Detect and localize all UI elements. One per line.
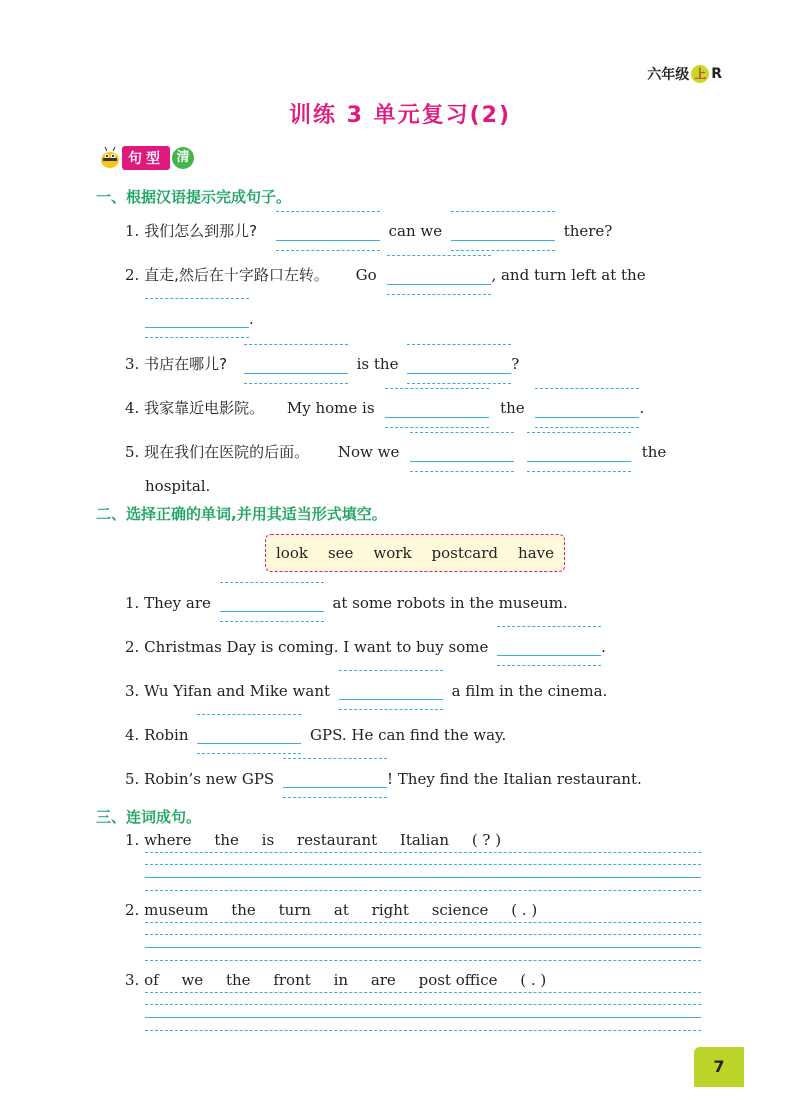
scrambled-word: science [431, 901, 489, 919]
answer-blank[interactable] [451, 223, 555, 241]
item-number: 3. [125, 971, 140, 989]
item-en: Go [355, 266, 377, 284]
answer-blank[interactable] [145, 310, 249, 328]
writing-line[interactable] [145, 852, 701, 892]
answer-blank[interactable] [197, 726, 301, 744]
answer-blank[interactable] [220, 594, 324, 612]
item-en: ? [511, 355, 520, 373]
writing-line[interactable] [145, 922, 701, 962]
scrambled-word: we [181, 971, 204, 989]
scrambled-word: ( . ) [511, 901, 538, 919]
bee-icon [98, 146, 122, 170]
badge-label: 句型 [122, 146, 170, 170]
grade-text: 六年级 [647, 67, 690, 83]
item-number: 3. [125, 682, 140, 700]
item-text: Wu Yifan and Mike want [144, 682, 331, 700]
item-text: Robin [144, 726, 189, 744]
s3-item-1 [125, 831, 501, 849]
item-cn: 现在我们在医院的后面。 [144, 443, 310, 461]
item-en: My home is [286, 399, 375, 417]
answer-blank[interactable] [527, 444, 631, 462]
item-number: 1. [125, 222, 140, 240]
s3-item-2 [125, 901, 537, 919]
s3-item-3 [125, 971, 546, 989]
s1-item-1 [125, 220, 612, 241]
s1-item-3 [125, 353, 519, 374]
scrambled-word: the [231, 901, 256, 919]
word-bank [265, 534, 565, 572]
item-number: 1. [125, 594, 140, 612]
item-text: a film in the cinema. [451, 682, 608, 700]
grade-badge: 上 [691, 65, 709, 83]
item-text: Christmas Day is coming. I want to buy some [144, 638, 489, 656]
answer-blank[interactable] [407, 356, 511, 374]
item-number: 5. [125, 443, 140, 461]
word-bank-item: postcard [431, 544, 499, 562]
section-badge [98, 146, 194, 170]
item-en: , and turn left at the [491, 266, 646, 284]
word-bank-item: have [518, 544, 554, 562]
item-en: . [249, 310, 254, 328]
scrambled-word: is [261, 831, 275, 849]
item-cn: 我家靠近电影院。 [144, 399, 265, 417]
answer-blank[interactable] [385, 400, 489, 418]
answer-blank[interactable] [387, 267, 491, 285]
item-number: 3. [125, 355, 140, 373]
answer-blank[interactable] [497, 638, 601, 656]
scrambled-word: the [214, 831, 239, 849]
scrambled-word: ( . ) [520, 971, 547, 989]
scrambled-word: of [144, 971, 159, 989]
item-text: at some robots in the museum. [332, 594, 568, 612]
item-number: 4. [125, 726, 140, 744]
section1-heading: 一、根据汉语提示完成句子。 [96, 188, 292, 206]
item-cn: 我们怎么到那儿? [144, 222, 258, 240]
item-text: . [601, 638, 606, 656]
scrambled-word: Italian [399, 831, 450, 849]
item-cn: 书店在哪儿? [144, 355, 228, 373]
section3-heading: 三、连词成句。 [96, 808, 202, 826]
scrambled-word: turn [278, 901, 312, 919]
s2-item-4 [125, 726, 506, 744]
scrambled-word: post office [418, 971, 498, 989]
item-en: there? [563, 222, 613, 240]
item-number: 2. [125, 901, 140, 919]
word-bank-item: work [373, 544, 412, 562]
section2-heading: 二、选择正确的单词,并用其适当形式填空。 [96, 505, 387, 523]
answer-blank[interactable] [535, 400, 639, 418]
item-number: 4. [125, 399, 140, 417]
item-number: 2. [125, 638, 140, 656]
word-bank-item: see [327, 544, 354, 562]
scrambled-word: in [333, 971, 349, 989]
s1-item-5-cont: hospital. [145, 477, 211, 495]
s2-item-2 [125, 638, 606, 656]
scrambled-word: museum [144, 901, 209, 919]
writing-line[interactable] [145, 992, 701, 1032]
item-text: Robin’s new GPS [144, 770, 275, 788]
item-en: the [500, 399, 525, 417]
item-text: They are [144, 594, 211, 612]
scrambled-word: restaurant [296, 831, 378, 849]
word-bank-item: look [276, 544, 308, 562]
s1-item-2-cont [145, 310, 254, 328]
answer-blank[interactable] [276, 223, 380, 241]
s1-item-5 [125, 441, 666, 462]
scrambled-word: where [144, 831, 192, 849]
item-en: the [641, 443, 667, 461]
scrambled-word: right [371, 901, 409, 919]
item-en: Now we [337, 443, 400, 461]
item-cn: 直走,然后在十字路口左转。 [144, 266, 329, 284]
s2-item-1 [125, 594, 568, 612]
s2-item-3 [125, 682, 607, 700]
answer-blank[interactable] [410, 444, 514, 462]
s1-item-2 [125, 264, 646, 285]
scrambled-word: front [273, 971, 311, 989]
answer-blank[interactable] [244, 356, 348, 374]
item-text: ! They find the Italian restaurant. [387, 770, 642, 788]
scrambled-word: at [333, 901, 349, 919]
item-en: is the [356, 355, 399, 373]
item-number: 2. [125, 266, 140, 284]
page-number: 7 [694, 1047, 744, 1087]
scrambled-word: are [370, 971, 396, 989]
item-en: can we [388, 222, 443, 240]
item-en: . [639, 399, 645, 417]
item-number: 1. [125, 831, 140, 849]
answer-blank[interactable] [283, 770, 387, 788]
s1-item-4 [125, 397, 644, 418]
badge-circle: 清 [172, 147, 194, 169]
scrambled-word: ( ? ) [471, 831, 502, 849]
item-number: 5. [125, 770, 140, 788]
page-title: 训练 3 单元复习(2) [288, 103, 512, 128]
s2-item-5 [125, 770, 642, 788]
scrambled-word: the [225, 971, 251, 989]
answer-blank[interactable] [339, 682, 443, 700]
grade-label [647, 64, 722, 84]
item-text: GPS. He can find the way. [310, 726, 507, 744]
grade-suffix: R [711, 66, 722, 82]
